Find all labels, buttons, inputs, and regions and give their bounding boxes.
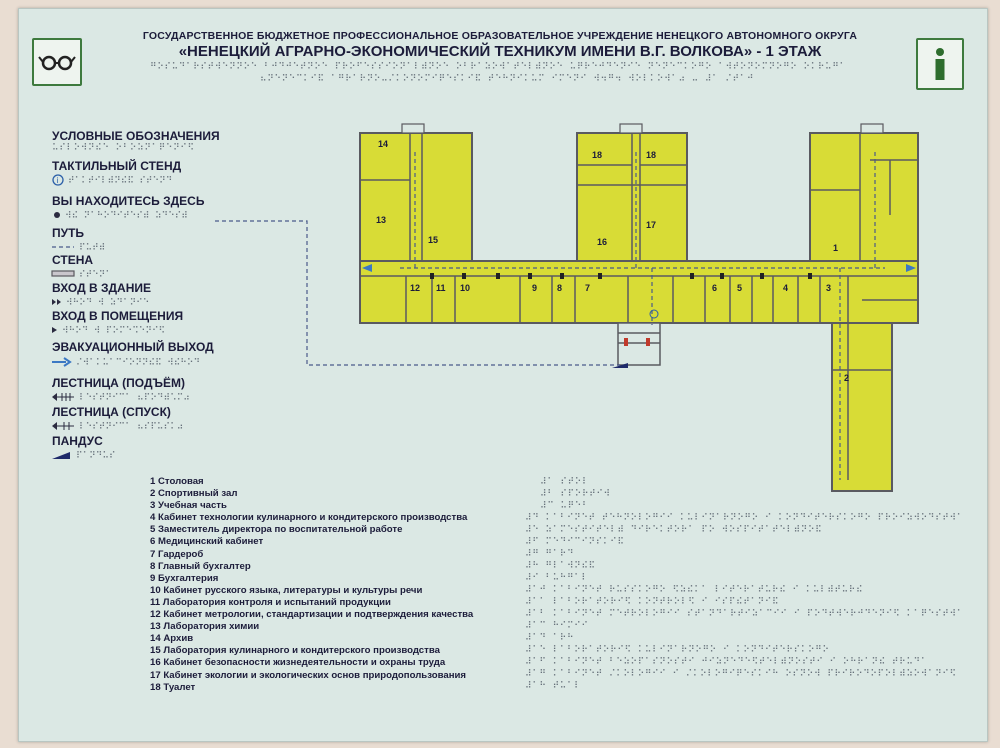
right-wing [810,133,918,261]
legend-label: ВЫ НАХОДИТЕСЬ ЗДЕСЬ [52,194,205,208]
svg-text:⠏⠥⠞⠾: ⠏⠥⠞⠾ [79,243,106,253]
map-label-3: 3 [826,283,832,293]
map-label-6: 6 [712,283,718,293]
header-braille-1: ⠛⠕⠎⠥⠙⠁⠗⠎⠞⠺⠑⠝⠝⠕⠑ ⠃⠚⠙⠚⠑⠞⠝⠕⠑ ⠏⠗⠕⠋⠑⠎⠎⠊⠕⠝⠁⠇⠾⠝⠕⠑ ⠕⠃⠗⠁⠵⠕⠺⠁⠞⠑⠇⠾⠝⠕⠑ ⠥⠟⠗⠑⠚⠙⠑⠝⠊⠑ ⠝⠑⠝⠑⠉⠅⠕⠛⠕ ⠁⠺⠞⠕⠝⠕⠍⠝⠕⠛⠕ ⠕⠅⠗⠥⠛⠁ [150,62,847,72]
map-label-8: 8 [557,283,563,293]
room-list-item: 11 Лаборатория контроля и испытаний продукции [150,596,391,608]
svg-text:⠺⠮ ⠝⠁⠓⠕⠙⠊⠞⠑⠎⠾ ⠵⠙⠑⠎⠾: ⠺⠮ ⠝⠁⠓⠕⠙⠊⠞⠑⠎⠾ ⠵⠙⠑⠎⠾ [65,211,188,221]
room-list-item: 14 Архив [150,633,194,645]
room-list-item: 3 Учебная часть [150,500,227,512]
page-title: «НЕНЕЦКИЙ АГРАРНО-ЭКОНОМИЧЕСКИЙ ТЕХНИКУМ ИМЕНИ В.Г. ВОЛКОВА» - 1 ЭТАЖ [178,43,822,60]
room-list-item: 2 Спортивный зал [150,488,238,500]
map-label-11: 11 [436,283,446,293]
svg-text:⠇⠑⠎⠞⠝⠊⠉⠁ ⠦⠎⠏⠥⠎⠅⠴: ⠇⠑⠎⠞⠝⠊⠉⠁ ⠦⠎⠏⠥⠎⠅⠴ [79,422,184,432]
legend-label: ЛЕСТНИЦА (ПОДЪЁМ) [52,376,185,390]
map-label-18a: 18 [592,150,603,160]
left-wing [360,133,472,261]
legend-title-label: УСЛОВНЫЕ ОБОЗНАЧЕНИЯ [52,129,220,143]
svg-text:i: i [56,176,59,185]
svg-text:⠌⠺⠁⠅⠥⠁⠉⠊⠕⠝⠝⠮⠯ ⠺⠮⠓⠕⠙: ⠌⠺⠁⠅⠥⠁⠉⠊⠕⠝⠝⠮⠯ ⠺⠮⠓⠕⠙ [76,358,201,368]
room-list-item: 7 Гардероб [150,548,204,560]
header-braille-2: ⠦⠝⠑⠝⠑⠉⠅⠊⠯ ⠁⠛⠗⠁⠗⠝⠕⠤⠌⠅⠕⠝⠕⠍⠊⠟⠑⠎⠅⠊⠯ ⠞⠑⠓⠝⠊⠅⠥⠍ ⠊⠍⠑⠝⠊ ⠺⠲⠛⠲ ⠺⠕⠇⠅⠕⠺⠁⠴ ⠤ ⠼⠁ ⠌⠞⠁⠚ [260,74,755,84]
legend-label: ЛЕСТНИЦА (СПУСК) [52,405,171,419]
map-label-9: 9 [532,283,538,293]
south-wing [832,323,892,491]
room-list-item: 12 Кабинет метрологии, стандартизации и подтверждения качества [150,609,474,621]
map-label-5: 5 [737,283,743,293]
map-label-17: 17 [646,220,657,230]
legend-label: ВХОД В ЗДАНИЕ [52,281,151,295]
room-list-item: 9 Бухгалтерия [150,572,219,584]
room-list-item: 16 Кабинет безопасности жизнедеятельности и охраны труда [150,657,446,669]
room-list-item: 6 Медицинский кабинет [150,536,264,548]
svg-text:⠞⠁⠅⠞⠊⠇⠾⠝⠮⠯ ⠎⠞⠑⠝⠙: ⠞⠁⠅⠞⠊⠇⠾⠝⠮⠯ ⠎⠞⠑⠝⠙ [68,176,173,186]
room-list-item: 5 Заместитель директора по воспитательной работе [150,524,403,536]
map-label-18b: 18 [646,150,657,160]
map-label-2: 2 [844,373,850,383]
map-label-1: 1 [833,243,839,253]
map-label-13: 13 [376,215,387,225]
svg-text:⠇⠑⠎⠞⠝⠊⠉⠁ ⠦⠏⠕⠙⠾⠡⠍⠴: ⠇⠑⠎⠞⠝⠊⠉⠁ ⠦⠏⠕⠙⠾⠡⠍⠴ [79,393,190,403]
room-list-item: 18 Туалет [150,681,196,693]
map-label-4: 4 [783,283,789,293]
room-list-item: 13 Лаборатория химии [150,621,260,633]
map-label-16: 16 [597,237,608,247]
svg-text:⠺⠓⠕⠙ ⠺ ⠵⠙⠁⠝⠊⠑: ⠺⠓⠕⠙ ⠺ ⠵⠙⠁⠝⠊⠑ [66,298,150,308]
map-label-14: 14 [378,139,389,149]
svg-text:⠏⠁⠝⠙⠥⠎: ⠏⠁⠝⠙⠥⠎ [76,451,116,461]
map-label-7: 7 [585,283,591,293]
room-list-item: 1 Столовая [150,476,204,487]
legend-label: ВХОД В ПОМЕЩЕНИЯ [52,309,184,323]
map-label-15: 15 [428,235,439,245]
legend-label: СТЕНА [52,253,94,267]
map-label-12: 12 [410,283,421,293]
legend-label: ПУТЬ [52,226,85,240]
org-name: ГОСУДАРСТВЕННОЕ БЮДЖЕТНОЕ ПРОФЕССИОНАЛЬНОЕ ОБРАЗОВАТЕЛЬНОЕ УЧРЕЖДЕНИЕ НЕНЕЦКОГО АВТОНОМНОГО ОКРУГА [142,30,858,42]
room-list-item: 10 Кабинет русского языка, литературы и культуры речи [150,584,423,596]
map-label-10: 10 [460,283,471,293]
svg-text:⠎⠞⠑⠝⠁: ⠎⠞⠑⠝⠁ [79,270,112,280]
svg-text:⠺⠓⠕⠙ ⠺ ⠏⠕⠍⠑⠩⠑⠝⠊⠫: ⠺⠓⠕⠙ ⠺ ⠏⠕⠍⠑⠩⠑⠝⠊⠫ [62,326,166,336]
room-list-item: 15 Лаборатория кулинарного и кондитерского производства [150,645,440,657]
room-list-item: 8 Главный бухгалтер [150,560,251,572]
legend-label: ПАНДУС [52,434,103,448]
legend-title-braille: ⠥⠎⠇⠕⠺⠝⠮⠑ ⠕⠃⠕⠵⠝⠁⠟⠑⠝⠊⠫ [52,143,195,153]
legend-label: ЭВАКУАЦИОННЫЙ ВЫХОД [52,340,214,354]
legend-label: ТАКТИЛЬНЫЙ СТЕНД [52,159,182,173]
room-list-item: 17 Кабинет экологии и экологических основ природопользования [150,669,466,681]
room-list-item: 4 Кабинет технологии кулинарного и кондитерского производства [150,512,468,524]
